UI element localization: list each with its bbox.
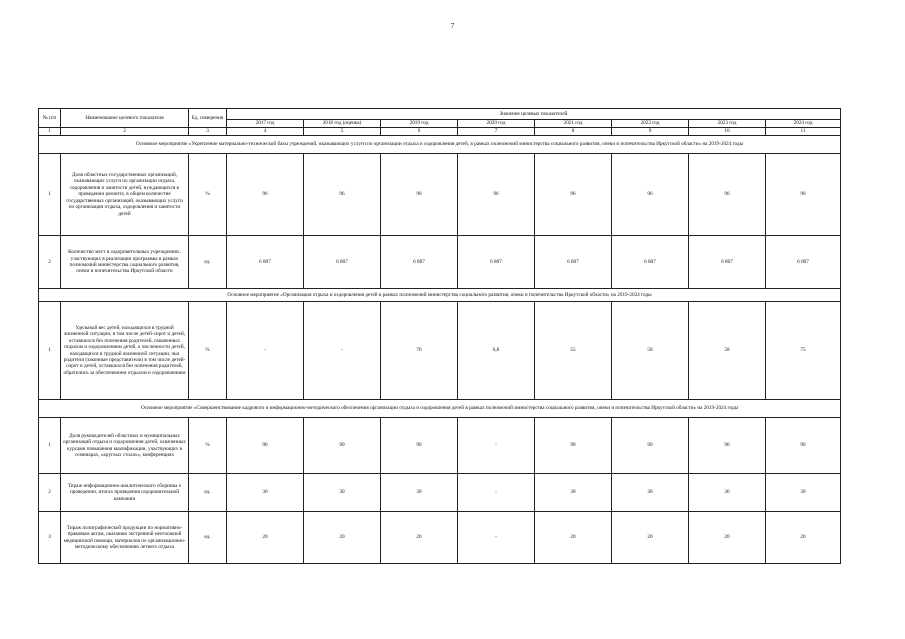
value-cell: 6 807 — [304, 236, 381, 289]
column-number: 5 — [304, 128, 381, 136]
header-values: Значение целевых показателей — [227, 109, 841, 120]
header-name: Наименование целевого показателя — [61, 109, 189, 128]
indicator-name: Доля областных государственных организаций, оказывающих услуги по организации отдыха, оздоровления и занятости детей, нуждающихся в проведении ремонта, в общем количестве государственных организаций, оказывающих услуги по организации отдыха, оздоровления и занятости детей — [61, 154, 189, 236]
indicator-name: Удельный вес детей, находящихся в трудной жизненной ситуации, в том числе детей-сирот и детей, оставшихся без попечения родителей, охваченных отдыхом и оздоровлением детей, к численности детей, находящихся в трудной жизненной ситуации, чьи родители (законные представители) в том числе детей-сирот и детей, оставшихся без попечения родителей, обратились за обеспечением отдыхом и оздоровлением — [61, 302, 189, 400]
value-cell: 90 — [381, 418, 458, 474]
value-cell: 30 — [612, 474, 689, 512]
column-number: 4 — [227, 128, 304, 136]
value-cell: 30 — [766, 474, 841, 512]
column-number: 2 — [61, 128, 189, 136]
column-number: 1 — [39, 128, 61, 136]
value-cell: 6 807 — [766, 236, 841, 289]
unit-cell: ед. — [189, 512, 227, 564]
value-cell: 20 — [612, 512, 689, 564]
page-number: 7 — [450, 22, 455, 30]
value-cell: 6 807 — [381, 236, 458, 289]
row-number: 2 — [39, 236, 61, 289]
value-cell: 20 — [304, 512, 381, 564]
value-cell: 30 — [689, 474, 766, 512]
value-cell: - — [458, 418, 535, 474]
value-cell: 6 807 — [612, 236, 689, 289]
value-cell: - — [304, 302, 381, 400]
indicator-name: Доля руководителей областных и муниципальных организаций отдыха и оздоровления детей, охваченных курсами повышения квалификации, участвующих в семинарах, «круглых столах», конференциях — [61, 418, 189, 474]
value-cell: 20 — [766, 512, 841, 564]
header-year: 2018 год (оценка) — [304, 120, 381, 128]
value-cell: 58 — [689, 302, 766, 400]
target-indicators-table — [38, 108, 841, 564]
value-cell: 6 807 — [227, 236, 304, 289]
column-number: 10 — [689, 128, 766, 136]
row-number: 1 — [39, 154, 61, 236]
indicator-name: Количество мест в оздоровительных учреждениях, участвующих в реализации программы в рамках полномочий министерства социального развития, опеки и попечительства Иркутской области — [61, 236, 189, 289]
value-cell: 96 — [458, 154, 535, 236]
column-number: 8 — [535, 128, 612, 136]
value-cell: - — [458, 512, 535, 564]
value-cell: 55 — [535, 302, 612, 400]
unit-cell: % — [189, 302, 227, 400]
value-cell: 20 — [227, 512, 304, 564]
value-cell: 58 — [612, 302, 689, 400]
column-number: 11 — [766, 128, 841, 136]
value-cell: 30 — [381, 474, 458, 512]
value-cell: 90 — [304, 418, 381, 474]
value-cell: 6 807 — [535, 236, 612, 289]
header-no: № п/п — [39, 109, 61, 128]
header-year: 2024 год — [766, 120, 841, 128]
header-year: 2023 год — [689, 120, 766, 128]
header-unit: Ед. измерения — [189, 109, 227, 128]
value-cell: 6,8 — [458, 302, 535, 400]
value-cell: 96 — [535, 154, 612, 236]
value-cell: - — [227, 302, 304, 400]
row-number: 1 — [39, 418, 61, 474]
value-cell: 6 807 — [458, 236, 535, 289]
header-year: 2017 год — [227, 120, 304, 128]
indicator-name: Тираж полиграфической продукции по нормативно-правовым актам, оказанию экстренной неотложной медицинской помощи, материалов по организационно-методическому обеспечению летнего отдыха — [61, 512, 189, 564]
value-cell: 20 — [689, 512, 766, 564]
value-cell: 96 — [227, 154, 304, 236]
header-year: 2020 год — [458, 120, 535, 128]
value-cell: 90 — [612, 418, 689, 474]
value-cell: 90 — [227, 418, 304, 474]
unit-cell: % — [189, 154, 227, 236]
header-year: 2019 год — [381, 120, 458, 128]
column-number: 9 — [612, 128, 689, 136]
value-cell: 96 — [304, 154, 381, 236]
indicator-name: Тираж информационно-аналитического сборника о проведении, итогах проведения оздоровительной кампании — [61, 474, 189, 512]
column-number: 3 — [189, 128, 227, 136]
value-cell: 90 — [766, 418, 841, 474]
section-title: Основное мероприятие «Укрепление материально-технической базы учреждений, оказывающих услуги по организации отдыха и оздоровления детей, в рамках полномочий министерства социального развития, опеки и попечительства Иркутской области» на 2019-2024 годы — [39, 136, 841, 154]
value-cell: 75 — [766, 302, 841, 400]
row-number: 1 — [39, 302, 61, 400]
value-cell: 90 — [535, 418, 612, 474]
value-cell: 96 — [689, 154, 766, 236]
value-cell: 90 — [689, 418, 766, 474]
section-title: Основное мероприятие «Совершенствование кадрового и информационно-методического обеспечения организации отдыха и оздоровления детей в рамках полномочий министерства социального развития, опеки и попечительства Иркутской области» на 2019-2024 годы — [39, 400, 841, 418]
value-cell: 70 — [381, 302, 458, 400]
header-year: 2022 год — [612, 120, 689, 128]
value-cell: 6 807 — [689, 236, 766, 289]
column-number: 7 — [458, 128, 535, 136]
value-cell: 20 — [381, 512, 458, 564]
value-cell: 30 — [227, 474, 304, 512]
section-title: Основное мероприятие «Организация отдыха и оздоровления детей в рамках полномочий министерства социального развития, опеки и попечительства Иркутской области» на 2019-2024 годы — [39, 289, 841, 302]
value-cell: 30 — [535, 474, 612, 512]
value-cell: 96 — [612, 154, 689, 236]
unit-cell: ед. — [189, 236, 227, 289]
row-number: 3 — [39, 512, 61, 564]
value-cell: 96 — [766, 154, 841, 236]
row-number: 2 — [39, 474, 61, 512]
value-cell: - — [458, 474, 535, 512]
value-cell: 30 — [304, 474, 381, 512]
header-year: 2021 год — [535, 120, 612, 128]
value-cell: 20 — [535, 512, 612, 564]
value-cell: 96 — [381, 154, 458, 236]
column-number: 6 — [381, 128, 458, 136]
unit-cell: ед. — [189, 474, 227, 512]
unit-cell: % — [189, 418, 227, 474]
